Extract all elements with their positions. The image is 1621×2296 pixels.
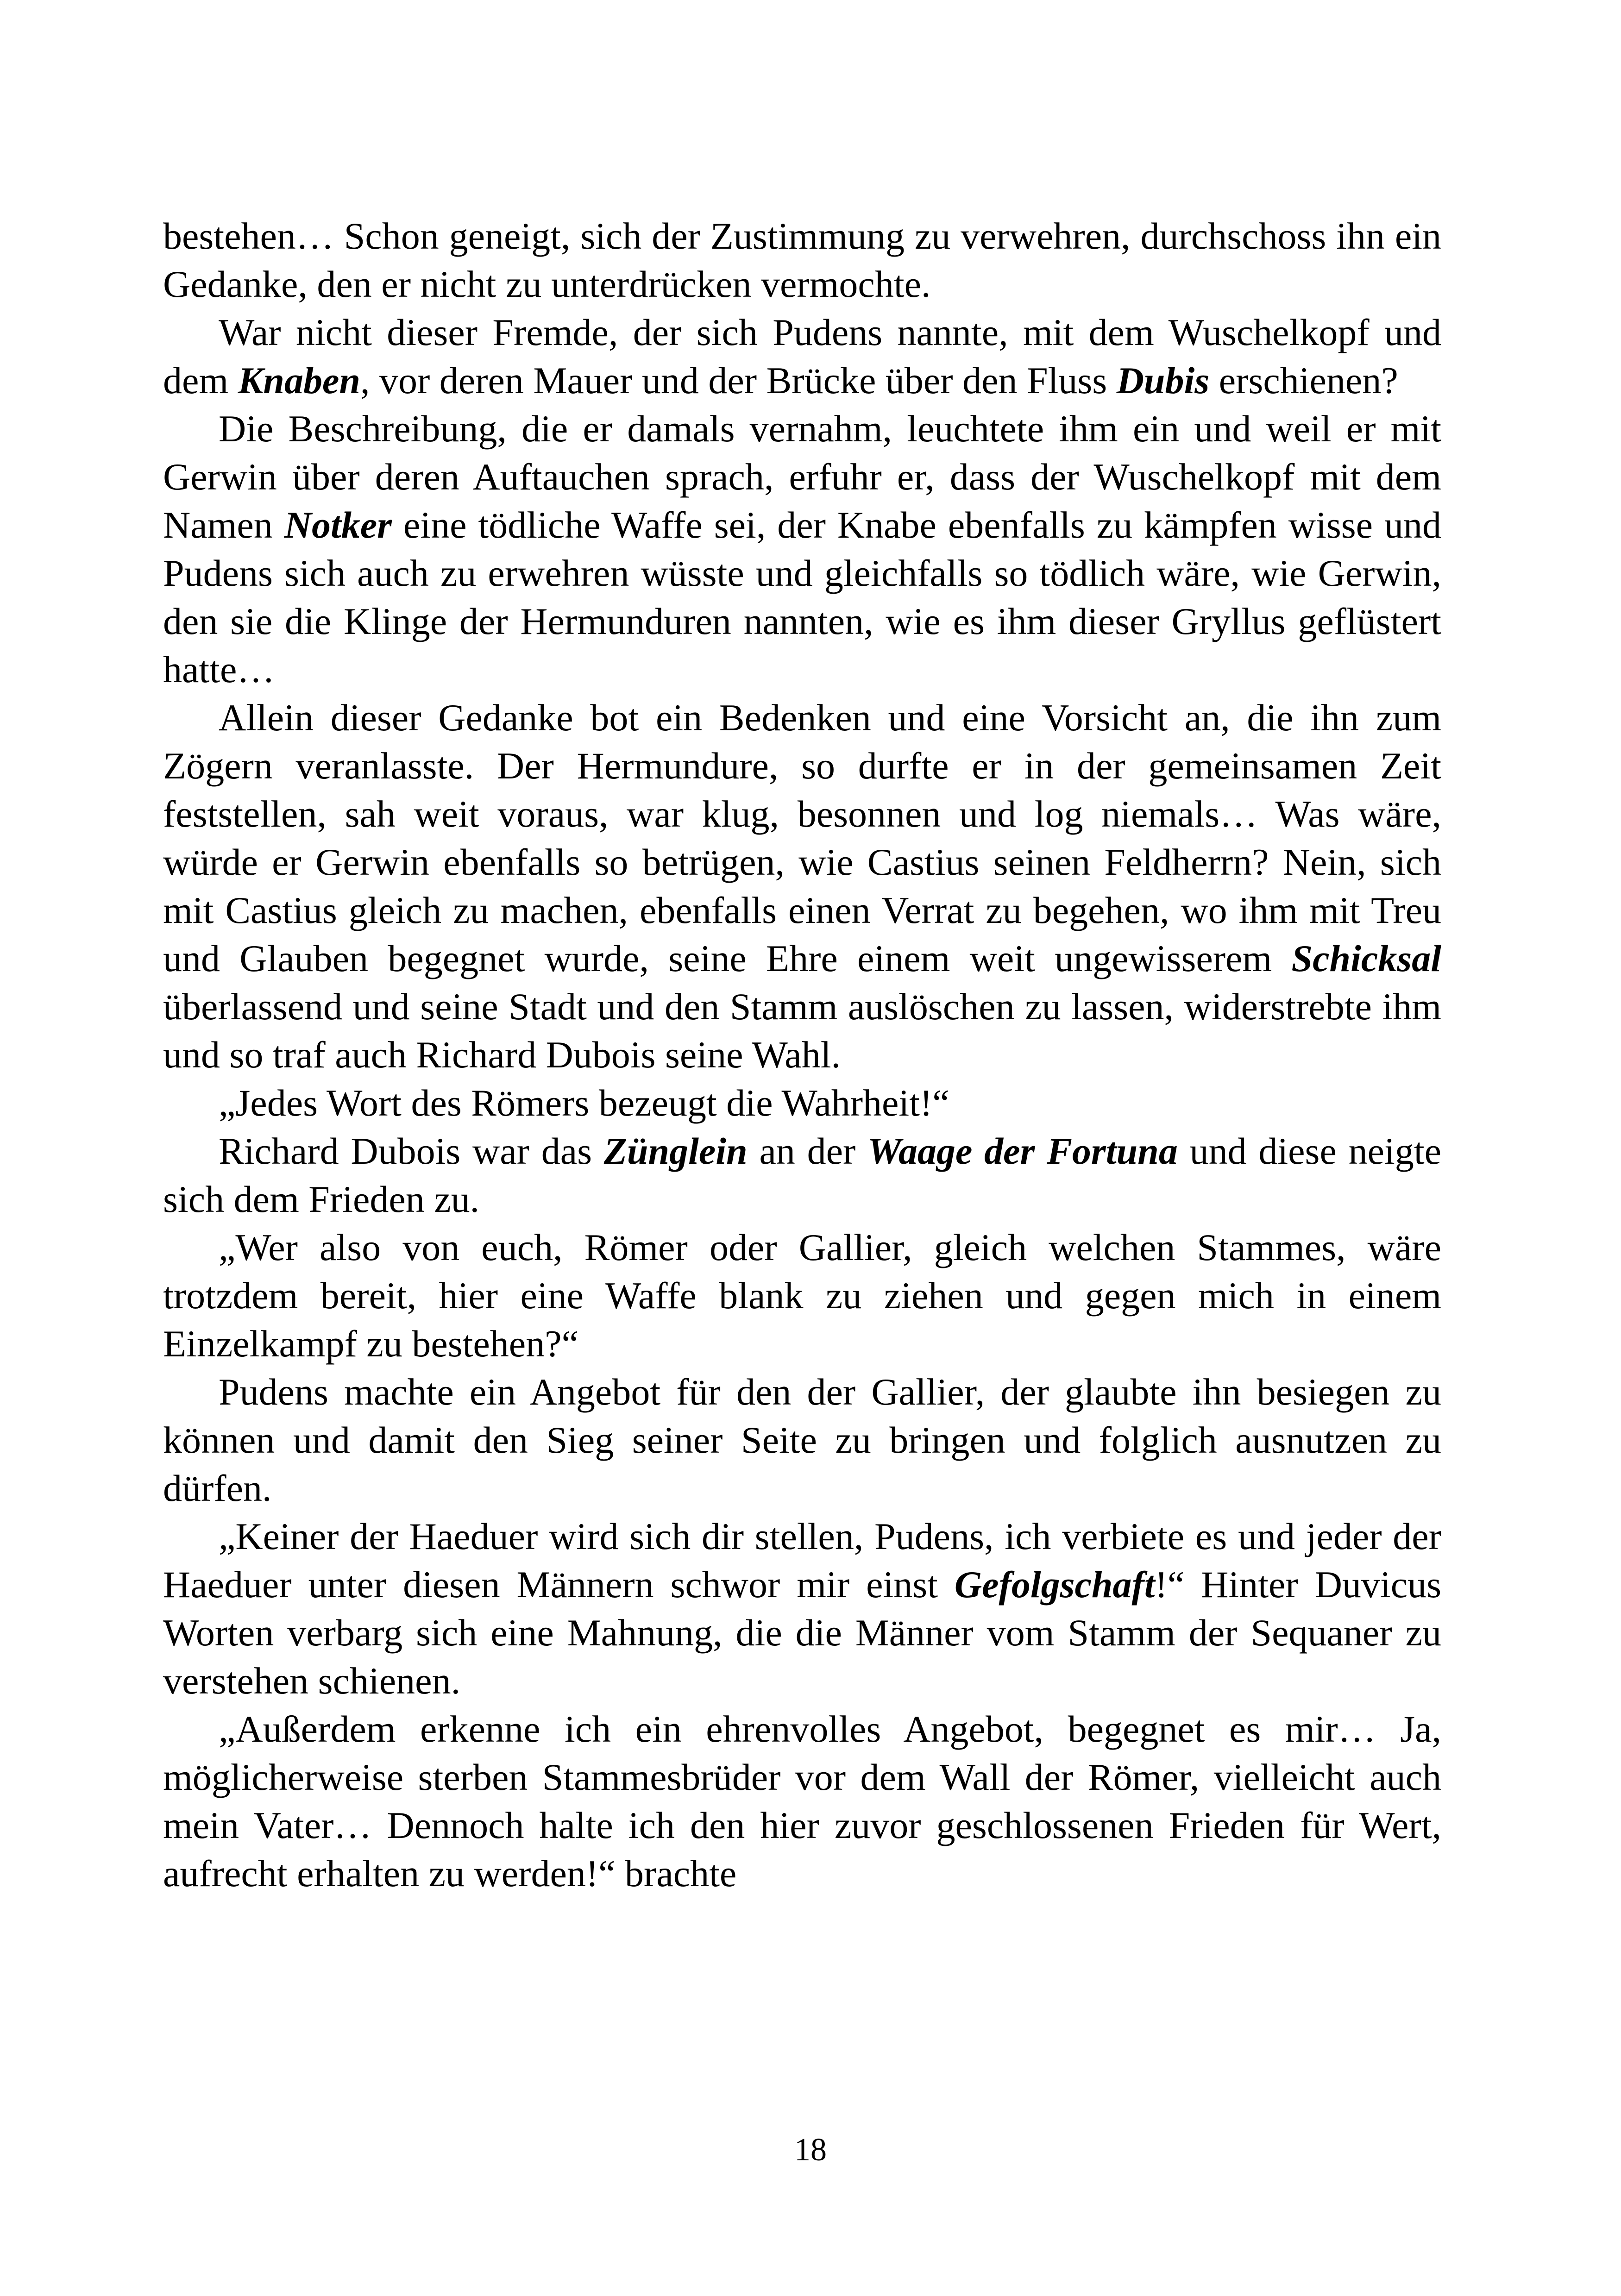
paragraph-4	[163, 694, 1441, 1079]
emphasized-term: Zünglein	[603, 1130, 748, 1172]
page-number: 18	[794, 2132, 827, 2168]
paragraph-1	[163, 212, 1441, 308]
text-segment: erschienen?	[1209, 359, 1398, 401]
text-segment: Richard Dubois war das	[219, 1130, 604, 1172]
paragraph-3	[163, 405, 1441, 694]
text-segment: Allein dieser Gedanke bot ein Bedenken und eine Vorsicht an, die ihn zum Zögern veranlasste. Der Hermundure, so durfte er in der gemeinsamen Zeit feststellen, sah weit voraus, war klug, besonnen und log niemals… Was wäre, würde er Gerwin ebenfalls so betrügen, wie Castius seinen Feldherrn? Nein, sich mit Castius gleich zu machen, ebenfalls einen Verrat zu begehen, wo ihm mit Treu und Glauben begegnet wurde, seine Ehre einem weit ungewisserem	[163, 696, 1441, 979]
text-segment: „Keiner der Haeduer wird sich dir stellen, Pudens, ich verbiete es und jeder der Haeduer unter diesen Männern schwor mir einst	[163, 1515, 1441, 1606]
emphasized-term: Waage der Fortuna	[867, 1130, 1178, 1172]
text-segment: und diese neigte sich dem Frieden zu.	[163, 1130, 1441, 1220]
text-segment: an der	[747, 1130, 868, 1172]
text-segment: „Wer also von euch, Römer oder Gallier, gleich welchen Stammes, wäre trotzdem bereit, hier eine Waffe blank zu ziehen und gegen mich in einem Einzelkampf zu bestehen?“	[163, 1226, 1441, 1365]
paragraph-2	[163, 308, 1441, 405]
emphasized-term: Knaben	[238, 359, 360, 401]
body-text	[163, 212, 1441, 1898]
emphasized-term: Notker	[284, 504, 392, 546]
emphasized-term: Schicksal	[1291, 937, 1441, 979]
paragraph-5	[163, 1079, 1441, 1127]
text-segment: überlassend und seine Stadt und den Stamm auslöschen zu lassen, widerstrebte ihm und so traf auch Richard Dubois seine Wahl.	[163, 985, 1441, 1076]
text-segment: !“ Hinter Duvicus Worten verbarg sich eine Mahnung, die die Männer vom Stamm der Sequaner zu verstehen schienen.	[163, 1563, 1441, 1702]
paragraph-7	[163, 1223, 1441, 1368]
text-segment: , vor deren Mauer und der Brücke über den Fluss	[360, 359, 1117, 401]
paragraph-6	[163, 1127, 1441, 1223]
paragraph-10	[163, 1705, 1441, 1898]
paragraph-8	[163, 1368, 1441, 1512]
text-segment: Die Beschreibung, die er damals vernahm, leuchtete ihm ein und weil er mit Gerwin über deren Auftauchen sprach, erfuhr er, dass der Wuschelkopf mit dem Namen	[163, 408, 1441, 546]
text-segment: War nicht dieser Fremde, der sich Pudens nannte, mit dem Wuschelkopf und dem	[163, 311, 1441, 401]
emphasized-term: Dubis	[1116, 359, 1210, 401]
text-segment: Pudens machte ein Angebot für den der Gallier, der glaubte ihn besiegen zu können und damit den Sieg seiner Seite zu bringen und folglich ausnutzen zu dürfen.	[163, 1371, 1441, 1509]
text-segment: eine tödliche Waffe sei, der Knabe ebenfalls zu kämpfen wisse und Pudens sich auch zu erwehren wüsste und gleichfalls so tödlich wäre, wie Gerwin, den sie die Klinge der Hermunduren nannten, wie es ihm dieser Gryllus geflüstert hatte…	[163, 504, 1442, 690]
emphasized-term: Gefolgschaft	[954, 1563, 1155, 1606]
paragraph-9	[163, 1512, 1441, 1705]
text-segment: „Außerdem erkenne ich ein ehrenvolles Angebot, begegnet es mir… Ja, möglicherweise sterben Stammesbrüder vor dem Wall der Römer, vielleicht auch mein Vater… Dennoch halte ich den hier zuvor geschlossenen Frieden für Wert, aufrecht erhalten zu werden!“ brachte	[163, 1708, 1441, 1895]
text-segment: „Jedes Wort des Römers bezeugt die Wahrheit!“	[219, 1082, 949, 1124]
text-segment: bestehen… Schon geneigt, sich der Zustimmung zu verwehren, durchschoss ihn ein Gedanke, den er nicht zu unterdrücken vermochte.	[163, 215, 1441, 305]
